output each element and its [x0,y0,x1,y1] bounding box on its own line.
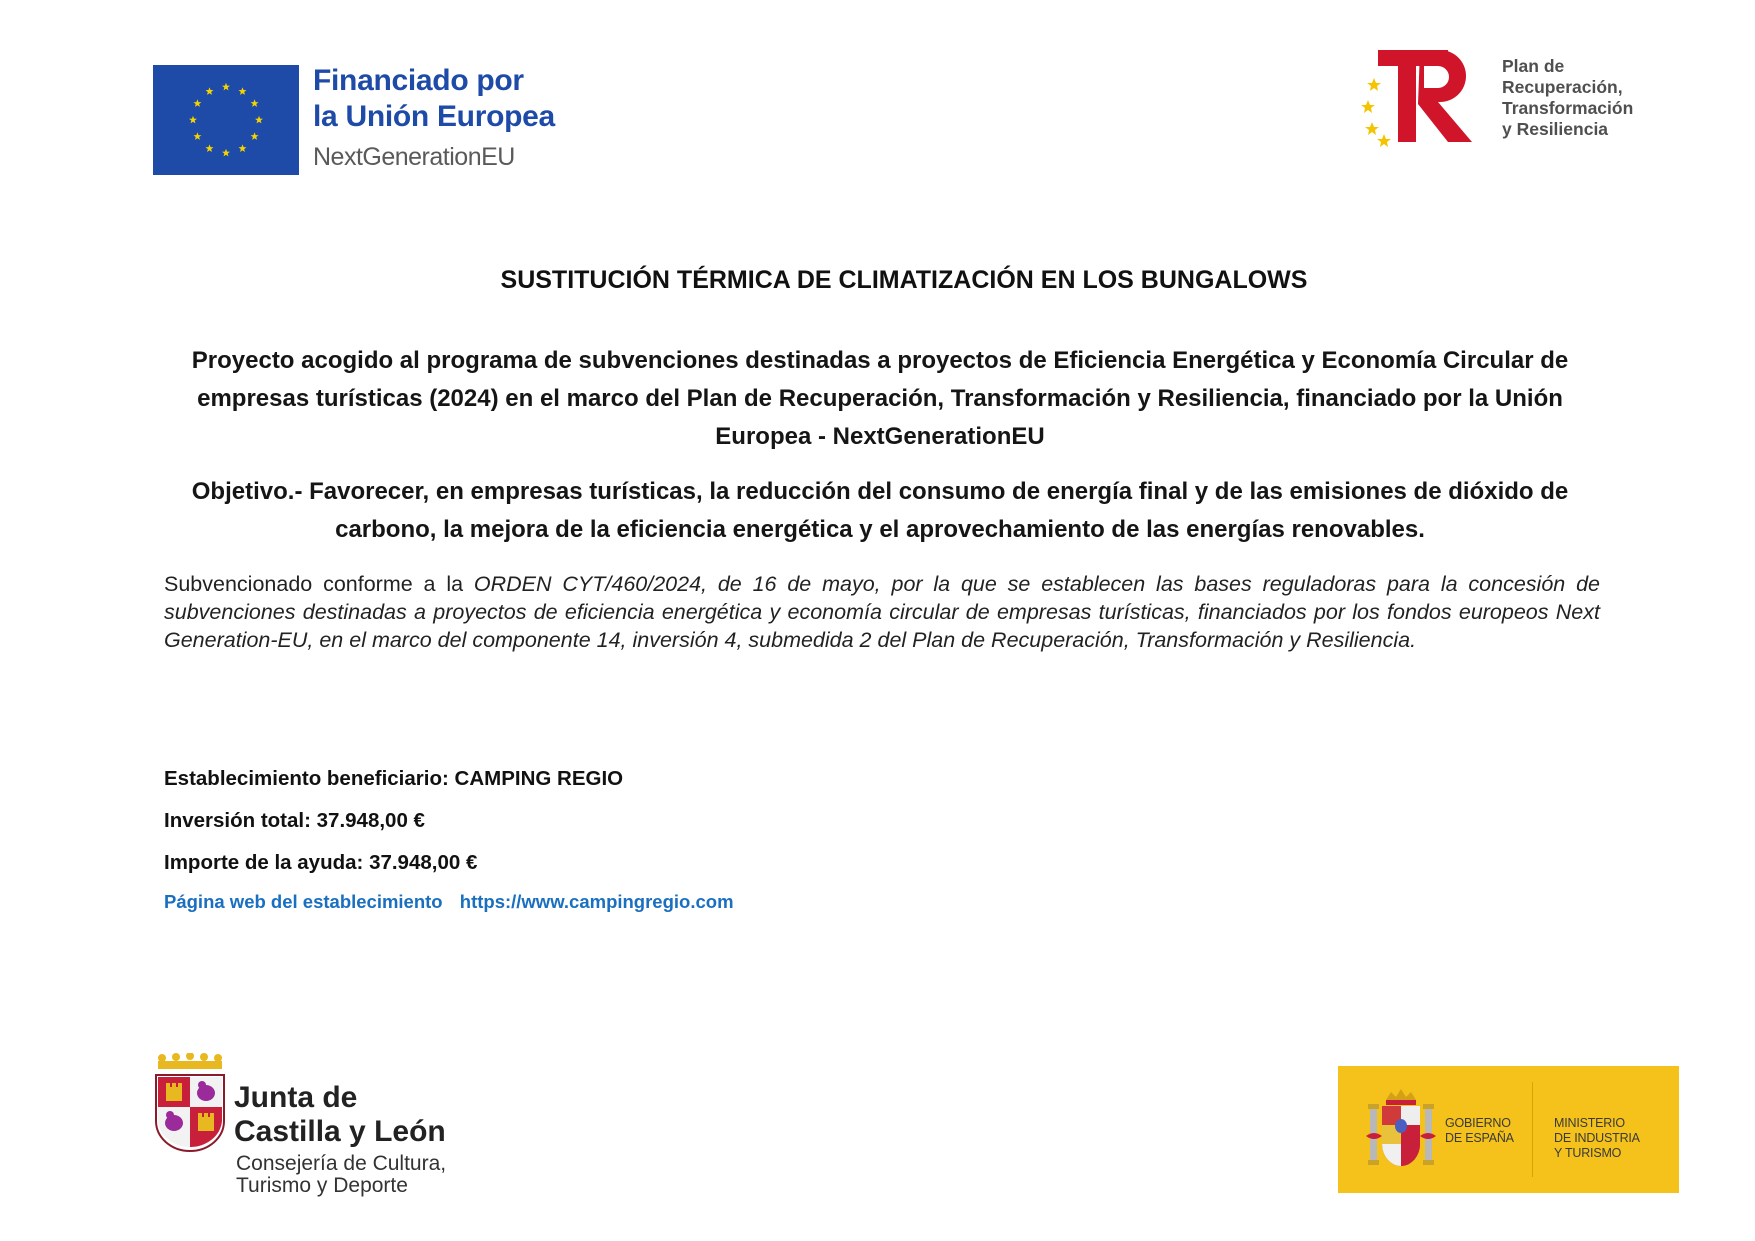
document-title: SUSTITUCIÓN TÉRMICA DE CLIMATIZACIÓN EN LOS BUNGALOWS [500,266,1308,294]
junta-name-line2: Castilla y León [234,1115,446,1148]
eu-star-icon [193,132,201,140]
aid-value: 37.948,00 € [369,851,478,874]
prtr-line: Transformación [1502,98,1634,118]
eu-funding-logo [153,63,573,178]
prtr-line: Plan de [1502,56,1565,76]
junta-castilla-leon-logo [152,1053,522,1197]
prtr-line: y Resiliencia [1502,119,1609,139]
junta-sub-line2: Turismo y Deporte [236,1174,408,1197]
eu-star-icon [206,144,214,152]
legal-paragraph [164,570,1600,654]
eu-star-icon [222,83,230,91]
ministerio-line: DE INDUSTRIA [1554,1131,1640,1145]
prtr-line: Recuperación, [1502,77,1623,97]
objective-paragraph: Objetivo.- Favorecer, en empresas turísticas, la reducción del consumo de energía final y de las emisiones de dióxido de carbono, la mejora de la eficiencia energética y el aprovechamiento de las energías renovables. [191,478,1569,543]
legal-prefix: Subvencionado conforme a la [164,572,474,596]
website-row [164,889,734,915]
aid-row [164,848,477,878]
eu-star-icon [206,87,214,95]
aid-label: Importe de la ayuda: [164,851,364,874]
beneficiary-label: Establecimiento beneficiario: [164,767,449,790]
eu-logo-sub: NextGenerationEU [313,143,515,171]
ministerio-line: Y TURISMO [1554,1146,1622,1160]
junta-name-line1: Junta de [234,1081,358,1114]
junta-sub-line1: Consejería de Cultura, [236,1152,447,1175]
prtr-logo [1360,48,1690,148]
eu-star-icon [251,99,259,107]
castilla-leon-shield-icon [152,1053,228,1153]
eu-flag-icon [153,65,299,175]
investment-value: 37.948,00 € [316,809,425,832]
eu-star-icon [239,87,247,95]
beneficiary-value: CAMPING REGIO [454,767,624,790]
program-paragraph: Proyecto acogido al programa de subvenciones destinadas a proyectos de Eficiencia Energética y Economía Circular de empresas turísticas (2024) en el marco del Plan de Recuperación, Transformación y Resiliencia, financiado por la Unión Europea - NextGenerationEU [191,347,1569,450]
investment-label: Inversión total: [164,809,311,832]
gobierno-line: DE ESPAÑA [1445,1131,1514,1145]
eu-star-icon [189,116,197,124]
eu-logo-line1: Financiado por [313,64,524,97]
gobierno-line: GOBIERNO [1445,1116,1511,1130]
investment-row [164,806,425,836]
eu-star-icon [222,149,230,157]
eu-star-icon [255,116,263,124]
eu-logo-line2: la Unión Europea [313,100,555,133]
eu-star-icon [193,99,201,107]
website-link[interactable]: https://www.campingregio.com [459,891,734,912]
eu-star-icon [239,144,247,152]
beneficiary-row [164,764,623,794]
prtr-mark-icon [1360,48,1490,148]
legal-order-text: ORDEN CYT/460/2024, de 16 de mayo, por la que se establecen las bases reguladoras para la concesión de subvenciones destinadas a proyectos de eficiencia energética y economía circular de empresas turísticas, financiados por los fondos europeos Next Generation-EU, en el marco del componente 14, inversión 4, submedida 2 del Plan de Recuperación, Transformación y Resiliencia. [164,572,1600,652]
spain-coat-of-arms-icon [1366,1086,1436,1176]
ministerio-line: MINISTERIO [1554,1116,1625,1130]
website-label: Página web del establecimiento [164,891,443,912]
gobierno-divider [1532,1082,1533,1177]
eu-star-icon [251,132,259,140]
gobierno-espana-logo [1338,1066,1679,1193]
